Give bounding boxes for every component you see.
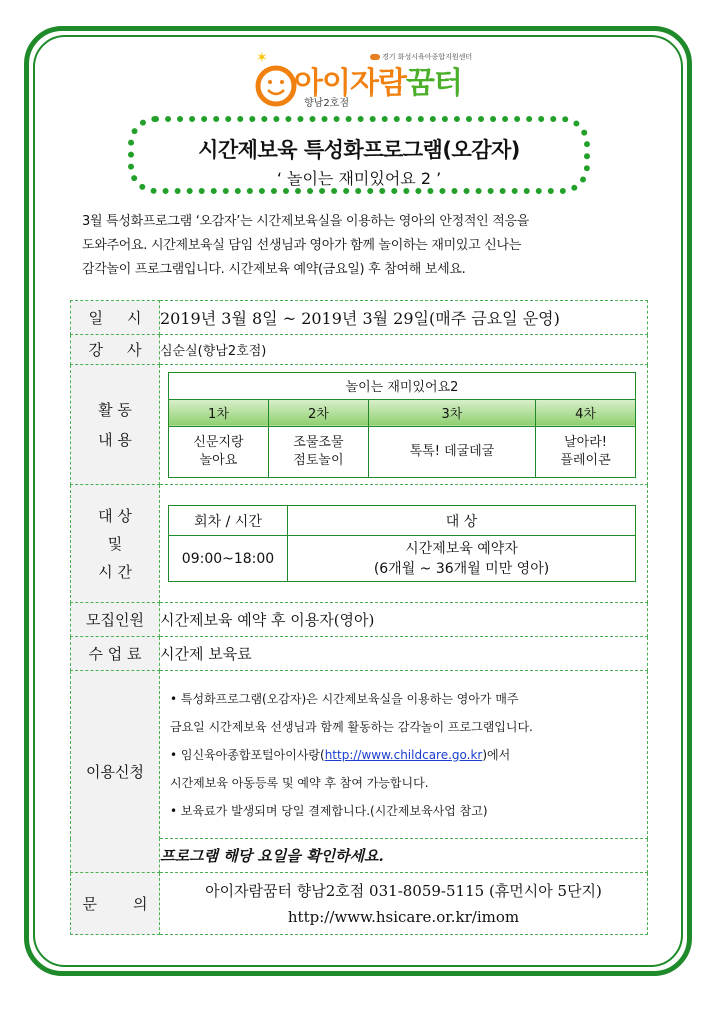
label-teacher: 강사 xyxy=(71,335,160,365)
activity-item: 톡톡! 데굴데굴 xyxy=(368,426,535,477)
row-target xyxy=(71,485,648,603)
label-target-2: 및 xyxy=(107,534,123,553)
intro-line: 도와주어요. 시간제보육실 담임 선생님과 영아가 함께 놀이하는 재미있고 신나는 xyxy=(82,238,522,253)
label-target xyxy=(71,485,160,603)
activity-table xyxy=(168,372,636,478)
apply-bullet-2: • 임신육아종합포털아이사랑(http://www.childcare.go.kr)에서 xyxy=(170,747,511,762)
activity-item: 조물조물 점토놀이 xyxy=(268,426,368,477)
label-activity-1: 활 동 xyxy=(98,400,132,419)
contact-url[interactable]: http://www.hsicare.or.kr/imom xyxy=(287,907,520,926)
page-subtitle: ‘ 놀이는 재미있어요 2 ’ xyxy=(276,169,442,188)
apply-bullet-1-cont: 금요일 시간제보육 선생님과 함께 활동하는 감각놀이 프로그램입니다. xyxy=(170,719,533,734)
logo xyxy=(252,48,502,118)
logo-name: 아이자람꿈터 xyxy=(294,66,462,101)
label-apply: 이용신청 xyxy=(71,671,160,873)
svg-text:✶: ✶ xyxy=(256,50,268,66)
row-teacher xyxy=(71,335,648,365)
row-date xyxy=(71,301,648,335)
label-fee: 수 업 료 xyxy=(71,637,160,671)
label-date: 일시 xyxy=(71,301,160,335)
target-head-target: 대 상 xyxy=(288,506,636,536)
logo-tagline: 경기 화성시육아종합지원센터 xyxy=(370,52,472,62)
target-desc: 시간제보육 예약자 (6개월 ~ 36개월 미만 영아) xyxy=(288,536,636,582)
apply-bullet-3: • 보육료가 발생되며 당일 결제합니다.(시간제보육사업 참고) xyxy=(170,803,488,818)
value-target xyxy=(160,485,648,603)
value-apply xyxy=(160,671,648,839)
value-teacher: 심순실(향남2호점) xyxy=(160,335,648,365)
label-contact: 문의 xyxy=(71,873,160,935)
title-box xyxy=(128,116,590,194)
activity-item: 신문지랑 놀아요 xyxy=(169,426,269,477)
apply-bullet-2-cont: 시간제보육 아동등록 및 예약 후 참여 가능합니다. xyxy=(170,775,429,790)
value-activity xyxy=(160,365,648,485)
row-activity xyxy=(71,365,648,485)
apply-note: 프로그램 해당 요일을 확인하세요. xyxy=(160,839,648,873)
label-recruit: 모집인원 xyxy=(71,603,160,637)
value-recruit: 시간제보육 예약 후 이용자(영아) xyxy=(160,603,648,637)
activity-header: 2차 xyxy=(268,399,368,426)
row-apply xyxy=(71,671,648,839)
intro-text xyxy=(82,210,642,282)
logo-branch: 향남2호점 xyxy=(304,98,350,109)
intro-line: 3월 특성화프로그램 ‘오감자’는 시간제보육실을 이용하는 영아의 안정적인 적응을 xyxy=(82,214,529,229)
intro-line: 감각놀이 프로그램입니다. 시간제보육 예약(금요일) 후 참여해 보세요. xyxy=(82,262,466,277)
target-head-time: 회차 / 시간 xyxy=(169,506,288,536)
childcare-link[interactable]: http://www.childcare.go.kr xyxy=(324,747,483,762)
label-target-3: 시 간 xyxy=(98,562,132,581)
value-fee: 시간제 보육료 xyxy=(160,637,648,671)
label-activity-2: 내 용 xyxy=(98,430,132,449)
activity-header: 3차 xyxy=(368,399,535,426)
value-date: 2019년 3월 8일 ~ 2019년 3월 29일(매주 금요일 운영) xyxy=(160,301,648,335)
activity-header: 4차 xyxy=(536,399,636,426)
label-target-1: 대 상 xyxy=(98,506,132,525)
value-contact xyxy=(160,873,648,935)
info-table xyxy=(70,300,648,935)
row-recruit xyxy=(71,603,648,637)
activity-item: 날아라! 플레이콘 xyxy=(536,426,636,477)
row-fee xyxy=(71,637,648,671)
row-contact xyxy=(71,873,648,935)
target-table xyxy=(168,505,636,582)
target-time: 09:00~18:00 xyxy=(169,536,288,582)
activity-title: 놀이는 재미있어요2 xyxy=(169,372,636,399)
label-activity xyxy=(71,365,160,485)
page-title: 시간제보육 특성화프로그램(오감자) xyxy=(198,138,520,162)
apply-bullet-1: • 특성화프로그램(오감자)은 시간제보육실을 이용하는 영아가 매주 xyxy=(170,691,519,706)
contact-line: 아이자람꿈터 향남2호점 031-8059-5115 (휴먼시아 5단지) xyxy=(205,881,602,900)
activity-header: 1차 xyxy=(169,399,269,426)
